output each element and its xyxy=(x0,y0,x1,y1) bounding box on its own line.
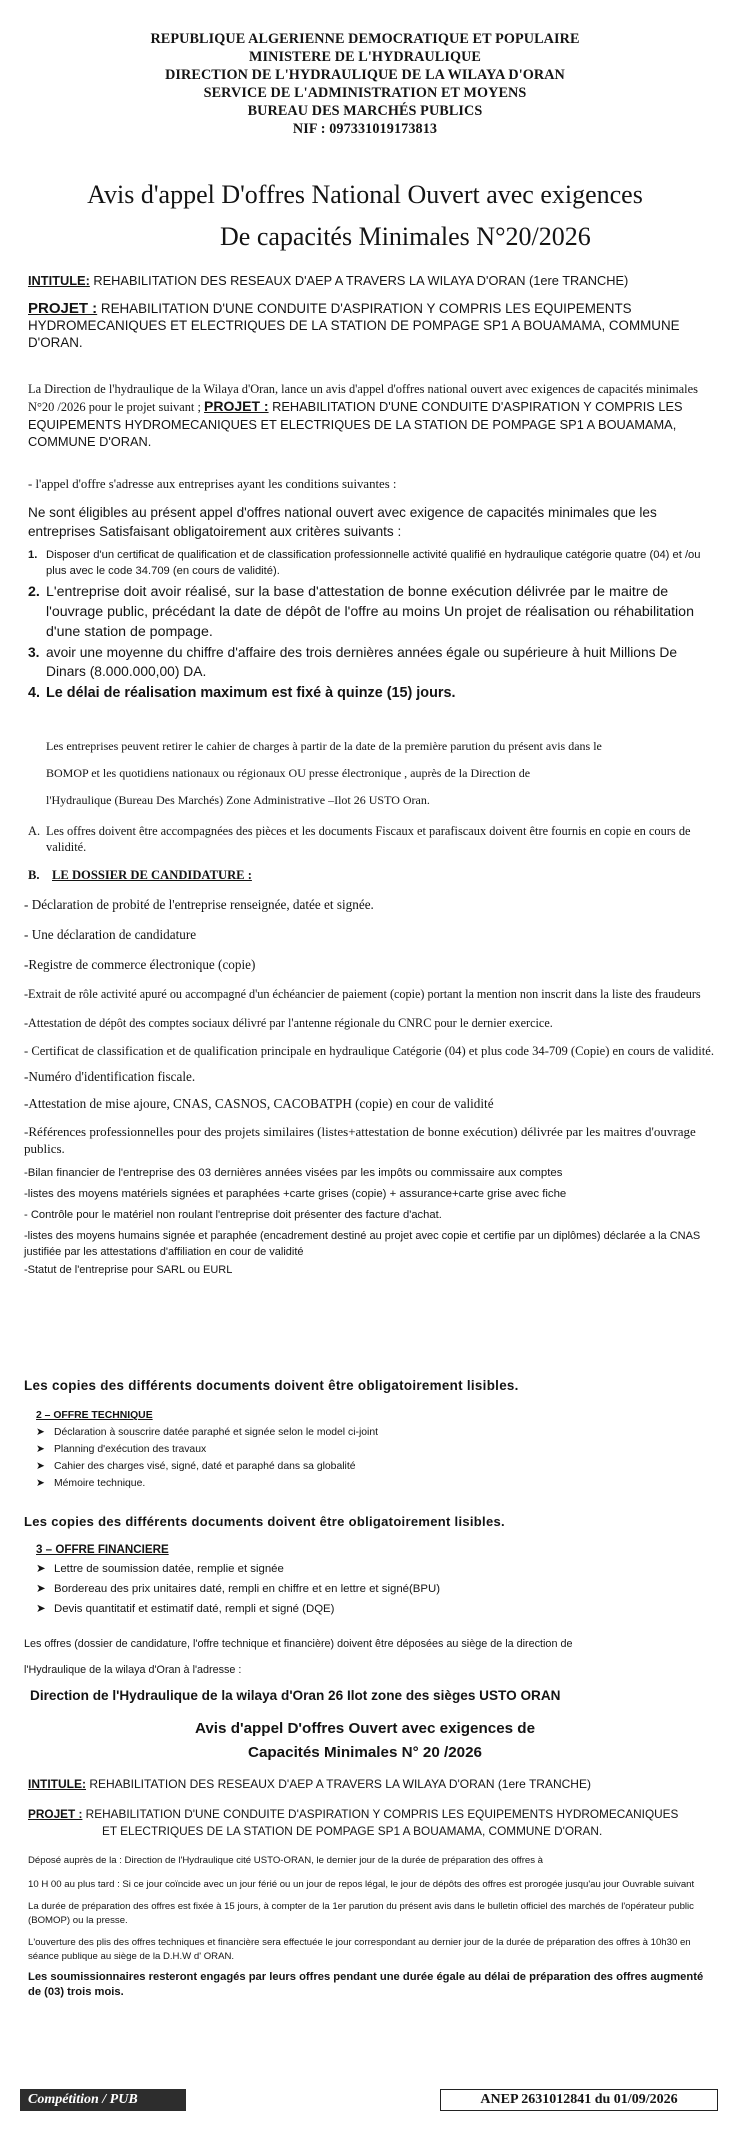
offre-technique-text: Planning d'exécution des travaux xyxy=(54,1443,207,1455)
section-b-letter: B. xyxy=(28,868,40,882)
criterion-item xyxy=(28,582,708,642)
intitule xyxy=(28,272,708,289)
arrow-bullet-icon: ➤ xyxy=(36,1603,46,1615)
intitule-short xyxy=(28,1776,708,1793)
intro-text-b: REHABILITATION D'UNE CONDUITE D'ASPIRATION Y COMPRIS LES EQUIPEMENTS HYDROMECANIQUES ET ELECTRIQUES DE LA STATION DE POMPAGE SP1 A BOUAMAMA, COMMUNE D'ORAN. xyxy=(28,399,683,449)
dossier-item: -listes des moyens matériels signées et paraphées +carte grises (copie) + assurance+carte grise avec fiche xyxy=(24,1188,567,1200)
notice-title-short: Avis d'appel D'offres Ouvert avec exigences de xyxy=(194,1720,536,1737)
offre-technique-item xyxy=(36,1475,716,1492)
final-para: Les soumissionnaires resteront engagés par leurs offres pendant une durée égale au délai de préparation des offres augmenté de (03) trois mois. xyxy=(28,1971,704,1998)
arrow-bullet-icon: ➤ xyxy=(36,1460,45,1472)
notice-subtitle: De capacités Minimales N°20/2026 xyxy=(220,222,591,251)
header-line: REPUBLIQUE ALGERIENNE DEMOCRATIQUE ET POPULAIRE xyxy=(150,31,580,47)
final-para: La durée de préparation des offres est fixée à 15 jours, à compter de la 1er parution du présent avis dans le bulletin officiel des marchés de l'opérateur public (BOMOP) ou la presse. xyxy=(28,1901,694,1926)
intitule-text: REHABILITATION DES RESEAUX D'AEP A TRAVERS LA WILAYA D'ORAN (1ere TRANCHE) xyxy=(89,273,629,288)
dossier-item: - Contrôle pour le matériel non roulant l'entreprise doit présenter des facture d'achat. xyxy=(24,1209,442,1221)
offre-financiere-text: Lettre de soumission datée, remplie et signée xyxy=(54,1563,284,1575)
final-para: L'ouverture des plis des offres techniques et financière sera effectuée le jour correspondant au dernier jour de la durée de préparation des offres à 10h30 en séance publique au siège de la D.H.W d' ORAN. xyxy=(28,1937,691,1962)
eligibility-text: Ne sont éligibles au présent appel d'offres national ouvert avec exigence de capacités minimales que les entreprises Satisfaisant obligatoirement aux critères suivants : xyxy=(28,505,657,539)
dossier-item: -Extrait de rôle activité apuré ou accompagné d'un échéancier de paiement (copie) portant la mention non inscrit dans la liste des fraudeurs xyxy=(24,987,701,1001)
offre-financiere-item xyxy=(36,1599,716,1619)
dossier-item: -Attestation de dépôt des comptes sociaux délivré par l'antenne régionale du CNRC pour le dernier exercice. xyxy=(24,1016,553,1030)
offre-technique-text: Déclaration à souscrire datée paraphé et signée selon le model ci-joint xyxy=(54,1426,379,1438)
section-b xyxy=(28,868,708,883)
header-line: BUREAU DES MARCHÉS PUBLICS xyxy=(247,103,483,119)
depot-line: l'Hydraulique de la wilaya d'Oran à l'adresse : xyxy=(24,1664,242,1676)
depot-address: Direction de l'Hydraulique de la wilaya d'Oran 26 Ilot zone des sièges USTO ORAN xyxy=(30,1688,561,1703)
criteria-list xyxy=(28,547,708,703)
offre-technique-item xyxy=(36,1424,716,1441)
projet-label: PROJET : xyxy=(28,300,98,317)
retrait-line: l'Hydraulique (Bureau Des Marchés) Zone Administrative –Ilot 26 USTO Oran. xyxy=(46,793,430,807)
intitule-label: INTITULE: xyxy=(28,273,90,288)
final-para: Déposé auprès de la : Direction de l'Hydraulique cité USTO-ORAN, le dernier jour de la durée de préparation des offres à xyxy=(28,1855,544,1866)
offre-financiere-title: 3 – OFFRE FINANCIERE xyxy=(36,1543,169,1556)
arrow-bullet-icon: ➤ xyxy=(36,1426,45,1438)
criterion-number: 2. xyxy=(28,584,40,600)
offre-financiere-text: Devis quantitatif et estimatif daté, rempli et signé (DQE) xyxy=(54,1603,335,1615)
dossier-item: - Une déclaration de candidature xyxy=(24,927,197,942)
footer-category-badge: Compétition / PUB xyxy=(20,2089,186,2111)
footer-anep-reference: ANEP 2631012841 du 01/09/2026 xyxy=(440,2089,718,2111)
offre-technique xyxy=(36,1409,716,1492)
criterion-number: 3. xyxy=(28,645,40,660)
dossier-item: -Références professionnelles pour des projets similaires (listes+attestation de bonne exécution) délivrée par les maitres d'ouvrage publics. xyxy=(24,1124,696,1156)
dossier-item: -Attestation de mise ajoure, CNAS, CASNOS, CACOBATPH (copie) en cour de validité xyxy=(24,1096,494,1111)
intitule-text: REHABILITATION DES RESEAUX D'AEP A TRAVERS LA WILAYA D'ORAN (1ere TRANCHE) xyxy=(86,1777,591,1791)
notice-title: Avis d'appel D'offres National Ouvert avec exigences xyxy=(87,180,643,209)
criterion-item xyxy=(28,684,708,703)
dossier-item: -Bilan financier de l'entreprise des 03 dernières années visées par les impôts ou commissaire aux comptes xyxy=(24,1167,563,1179)
dossier-item: -listes des moyens humains signée et paraphée (encadrement destiné au projet avec copie et certifie par un diplômes) déclarée a la CNAS justifiée par les attestations d'affiliation en cour de validité xyxy=(24,1230,701,1258)
projet xyxy=(28,300,708,351)
projet-text: REHABILITATION D'UNE CONDUITE D'ASPIRATION Y COMPRIS LES EQUIPEMENTS HYDROMECANIQUES ET ELECTRIQUES DE LA STATION DE POMPAGE SP1 A BOUAMAMA, COMMUNE D'ORAN. xyxy=(28,301,680,350)
copies-notice: Les copies des différents documents doivent être obligatoirement lisibles. xyxy=(24,1378,519,1393)
section-a xyxy=(28,823,708,855)
header-line: SERVICE DE L'ADMINISTRATION ET MOYENS xyxy=(203,85,527,101)
offre-technique-item xyxy=(36,1441,716,1458)
offre-financiere-item xyxy=(36,1579,716,1599)
conditions-intro: - l'appel d'offre s'adresse aux entreprises ayant les conditions suivantes : xyxy=(28,477,397,491)
intitule-label: INTITULE: xyxy=(28,1777,86,1791)
final-paragraphs xyxy=(28,1854,708,2000)
official-header xyxy=(0,30,730,138)
retrait-line: BOMOP et les quotidiens nationaux ou régionaux OU presse électronique , auprès de la Direction de xyxy=(46,766,531,780)
offre-technique-item xyxy=(36,1458,716,1475)
header-line: MINISTERE DE L'HYDRAULIQUE xyxy=(248,49,481,65)
offre-technique-text: Cahier des charges visé, signé, daté et paraphé dans sa globalité xyxy=(54,1460,356,1472)
projet-short xyxy=(28,1806,708,1840)
section-a-text: Les offres doivent être accompagnées des pièces et les documents Fiscaux et parafiscaux doivent être fournis en copie en cours de validité. xyxy=(46,824,691,854)
notice-subtitle-short: Capacités Minimales N° 20 /2026 xyxy=(247,1744,482,1761)
arrow-bullet-icon: ➤ xyxy=(36,1563,46,1575)
projet-text: REHABILITATION D'UNE CONDUITE D'ASPIRATION Y COMPRIS LES EQUIPEMENTS HYDROMECANIQUES xyxy=(82,1807,679,1821)
projet-label: PROJET : xyxy=(28,1807,83,1821)
offre-technique-text: Mémoire technique. xyxy=(54,1477,146,1489)
section-a-letter: A. xyxy=(28,824,41,838)
retrait-paragraph xyxy=(46,733,711,814)
dossier-item: -Numéro d'identification fiscale. xyxy=(24,1069,196,1084)
arrow-bullet-icon: ➤ xyxy=(36,1443,45,1455)
criterion-text: Le délai de réalisation maximum est fixé à quinze (15) jours. xyxy=(46,685,456,701)
intro-text-a: La Direction de l'hydraulique de la Wilaya d'Oran, lance un avis d'appel d'offres national ouvert avec exigences de capacités minimales N°20 /2026 pour le projet suivant ; xyxy=(28,382,698,414)
dossier-list xyxy=(24,890,714,1279)
criterion-text: L'entreprise doit avoir réalisé, sur la base d'attestation de bonne exécution délivrée par le maitre de l'ouvrage public, précédant la date de dépôt de l'offre au moins Un projet de réalisation ou réhabilitation d'une station de pompage. xyxy=(46,584,694,640)
offre-financiere-text: Bordereau des prix unitaires daté, rempli en chiffre et en lettre et signé(BPU) xyxy=(54,1583,441,1595)
criterion-item xyxy=(28,547,708,579)
dossier-item: - Déclaration de probité de l'entreprise renseignée, datée et signée. xyxy=(24,897,374,912)
arrow-bullet-icon: ➤ xyxy=(36,1477,45,1489)
section-b-row xyxy=(28,868,708,883)
section-a-row xyxy=(28,823,708,855)
intro-paragraph xyxy=(28,380,708,450)
projet-text-2: ET ELECTRIQUES DE LA STATION DE POMPAGE SP1 A BOUAMAMA, COMMUNE D'ORAN. xyxy=(102,1824,603,1838)
criterion-item xyxy=(28,643,708,681)
section-b-title: LE DOSSIER DE CANDIDATURE : xyxy=(52,868,252,882)
criterion-text: Disposer d'un certificat de qualification et de classification professionnelle activité qualifié en hydraulique catégorie quatre (04) et /ou plus avec le code 34.709 (en cours de validité). xyxy=(46,549,701,577)
intro-projet-label: PROJET : xyxy=(204,398,269,414)
copies-notice: Les copies des différents documents doivent être obligatoirement lisibles. xyxy=(24,1514,505,1529)
offre-financiere-item xyxy=(36,1559,716,1579)
header-line: DIRECTION DE L'HYDRAULIQUE DE LA WILAYA D'ORAN xyxy=(165,67,565,83)
retrait-line: Les entreprises peuvent retirer le cahier de charges à partir de la date de la première parution du présent avis dans le xyxy=(46,739,602,753)
dossier-item: - Certificat de classification et de qualification principale en hydraulique Catégorie (04) et plus code 34-709 (Copie) en cours de validité. xyxy=(24,1044,714,1058)
criterion-number: 4. xyxy=(28,685,41,701)
dossier-item: -Statut de l'entreprise pour SARL ou EURL xyxy=(24,1264,233,1276)
depot-paragraph xyxy=(24,1631,704,1683)
depot-line: Les offres (dossier de candidature, l'offre technique et financière) doivent être déposées au siège de la direction de xyxy=(24,1638,573,1650)
criterion-number: 1. xyxy=(28,549,38,561)
header-line: NIF : 097331019173813 xyxy=(292,121,438,137)
dossier-item: -Registre de commerce électronique (copie) xyxy=(24,957,256,972)
final-para: 10 H 00 au plus tard : Si ce jour coïncide avec un jour férié ou un jour de repos légal, le jour de dépôts des offres est prorogée jusqu'au jour Ouvrable suivant xyxy=(28,1879,695,1890)
offre-technique-title: 2 – OFFRE TECHNIQUE xyxy=(36,1410,153,1421)
offre-financiere xyxy=(36,1541,716,1619)
criterion-text: avoir une moyenne du chiffre d'affaire des trois dernières années égale ou supérieure à huit Millions De Dinars (8.000.000,00) DA. xyxy=(46,645,678,679)
arrow-bullet-icon: ➤ xyxy=(36,1583,46,1595)
